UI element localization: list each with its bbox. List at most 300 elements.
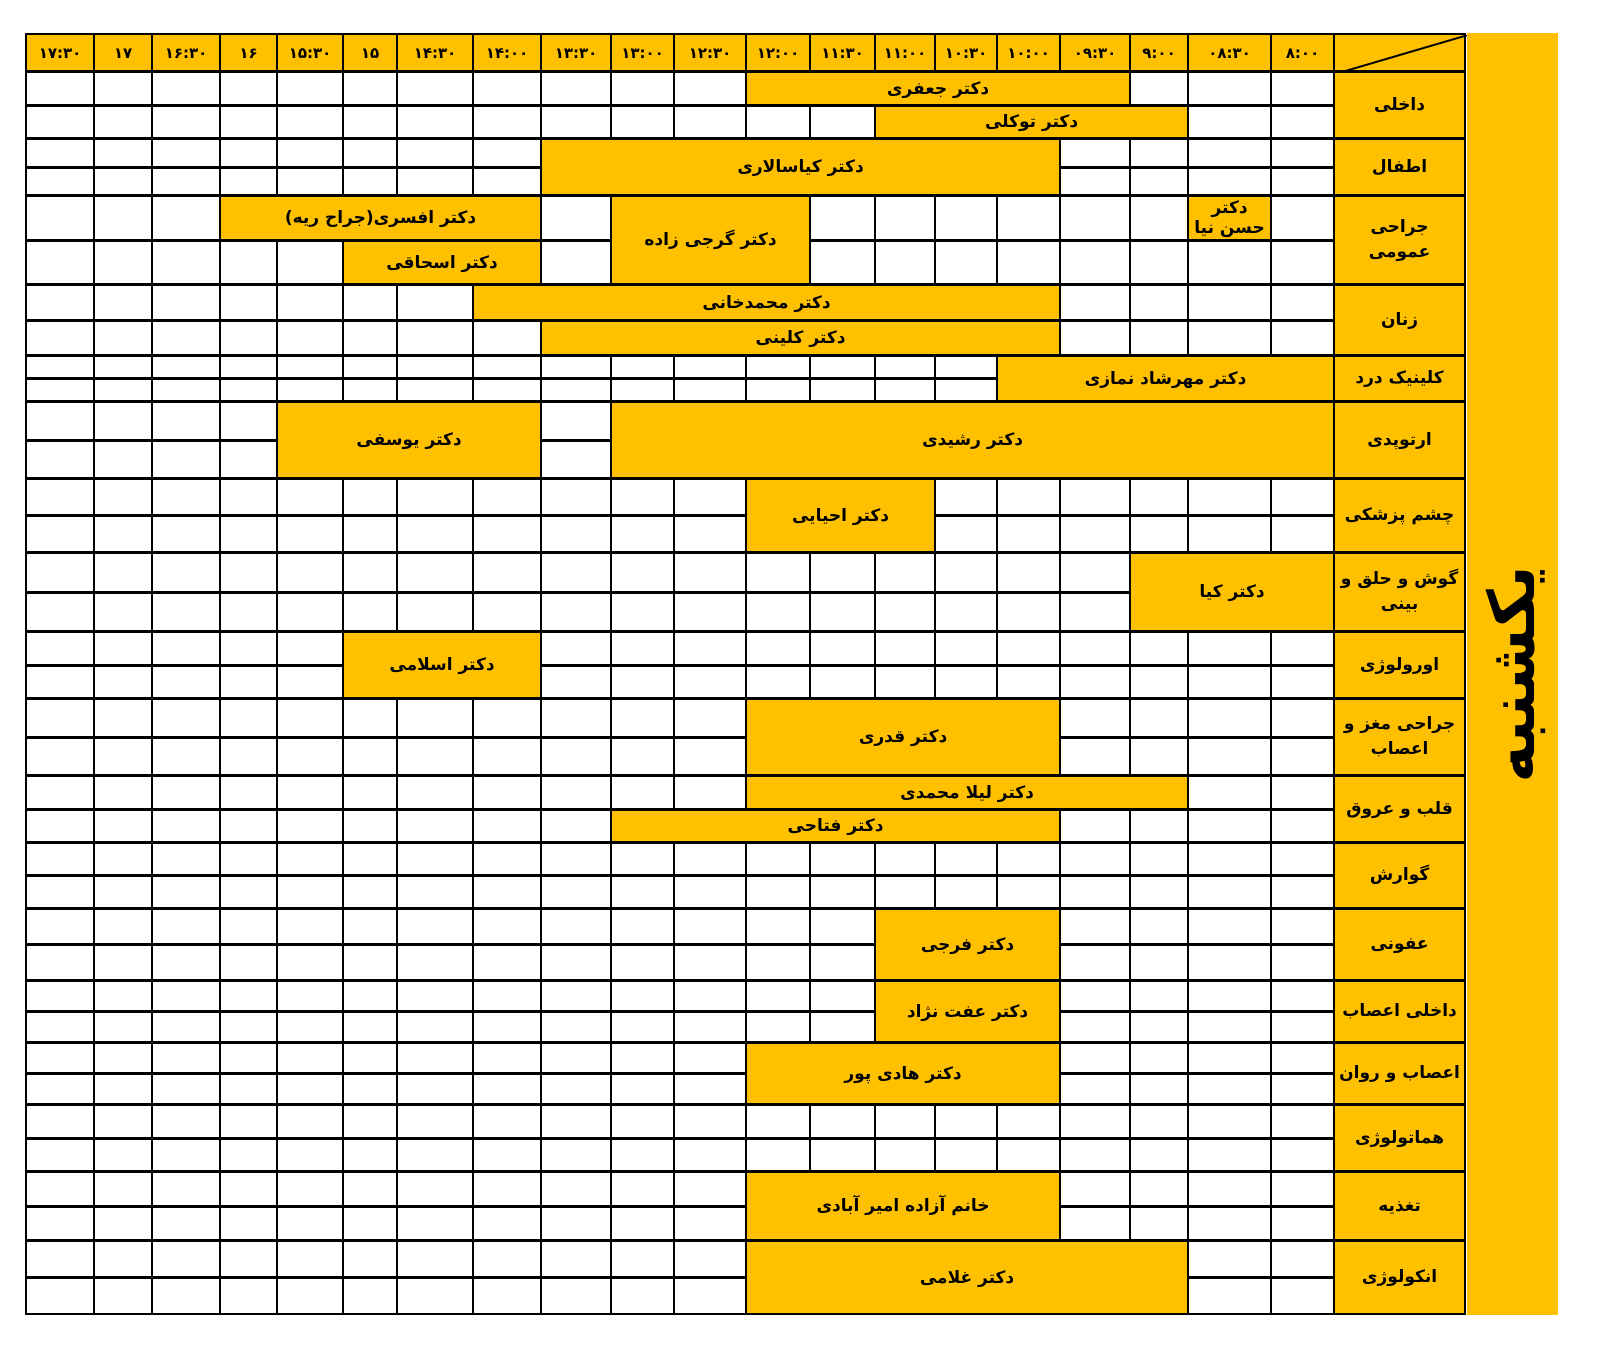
time-slot-cell[interactable] — [151, 240, 221, 285]
time-slot-cell[interactable] — [276, 1206, 344, 1241]
time-slot-cell[interactable] — [93, 842, 153, 876]
time-slot-cell[interactable] — [540, 737, 612, 776]
time-slot-cell[interactable] — [151, 631, 221, 666]
doctor-shift-block[interactable]: دکتر فرجی — [874, 908, 1061, 981]
time-slot-cell[interactable] — [745, 1138, 811, 1172]
time-slot-cell[interactable] — [1129, 737, 1189, 776]
time-slot-cell[interactable] — [396, 944, 474, 981]
time-slot-cell[interactable] — [1059, 1073, 1131, 1105]
time-slot-cell[interactable] — [1059, 552, 1131, 593]
time-slot-cell[interactable] — [151, 71, 221, 106]
time-slot-cell[interactable] — [1059, 320, 1131, 356]
time-slot-cell[interactable] — [610, 842, 675, 876]
time-slot-cell[interactable] — [673, 1171, 747, 1207]
time-slot-cell[interactable] — [151, 842, 221, 876]
time-slot-cell[interactable] — [276, 842, 344, 876]
time-slot-cell[interactable] — [151, 378, 221, 402]
time-slot-cell[interactable] — [396, 478, 474, 516]
time-slot-cell[interactable] — [745, 355, 811, 379]
time-slot-cell[interactable] — [342, 944, 398, 981]
time-slot-cell[interactable] — [1187, 1240, 1272, 1278]
time-slot-cell[interactable] — [342, 1104, 398, 1139]
time-slot-cell[interactable] — [342, 1042, 398, 1074]
time-slot-cell[interactable] — [540, 1042, 612, 1074]
time-slot-cell[interactable] — [396, 515, 474, 553]
time-slot-cell[interactable] — [151, 355, 221, 379]
time-slot-cell[interactable] — [540, 980, 612, 1012]
time-slot-cell[interactable] — [93, 167, 153, 196]
time-slot-cell[interactable] — [1059, 592, 1131, 632]
time-slot-cell[interactable] — [219, 875, 278, 909]
time-slot-cell[interactable] — [610, 737, 675, 776]
time-slot-cell[interactable] — [93, 980, 153, 1012]
time-slot-cell[interactable] — [610, 665, 675, 699]
time-slot-cell[interactable] — [1129, 320, 1189, 356]
time-slot-cell[interactable] — [610, 105, 675, 139]
time-slot-cell[interactable] — [1059, 665, 1131, 699]
time-slot-cell[interactable] — [1270, 1073, 1335, 1105]
time-slot-cell[interactable] — [540, 240, 612, 285]
time-slot-cell[interactable] — [472, 515, 542, 553]
time-slot-cell[interactable] — [276, 1042, 344, 1074]
time-slot-cell[interactable] — [276, 944, 344, 981]
time-slot-cell[interactable] — [151, 552, 221, 593]
time-slot-cell[interactable] — [93, 1240, 153, 1278]
time-slot-cell[interactable] — [610, 1042, 675, 1074]
time-slot-cell[interactable] — [673, 1104, 747, 1139]
time-slot-cell[interactable] — [472, 1104, 542, 1139]
time-slot-cell[interactable] — [151, 775, 221, 810]
time-slot-cell[interactable] — [219, 320, 278, 356]
time-slot-cell[interactable] — [151, 284, 221, 321]
time-slot-cell[interactable] — [342, 1240, 398, 1278]
time-slot-cell[interactable] — [472, 320, 542, 356]
time-slot-cell[interactable] — [151, 1073, 221, 1105]
time-slot-cell[interactable] — [93, 1277, 153, 1315]
time-slot-cell[interactable] — [25, 1171, 95, 1207]
time-slot-cell[interactable] — [934, 665, 998, 699]
doctor-shift-block[interactable]: دکتر عفت نژاد — [874, 980, 1061, 1043]
time-slot-cell[interactable] — [396, 875, 474, 909]
time-slot-cell[interactable] — [934, 195, 998, 241]
time-slot-cell[interactable] — [276, 515, 344, 553]
time-slot-cell[interactable] — [1059, 284, 1131, 321]
time-slot-cell[interactable] — [1059, 842, 1131, 876]
time-slot-cell[interactable] — [874, 1104, 936, 1139]
time-slot-cell[interactable] — [93, 195, 153, 241]
time-slot-cell[interactable] — [93, 1206, 153, 1241]
time-slot-cell[interactable] — [1059, 737, 1131, 776]
time-slot-cell[interactable] — [276, 1104, 344, 1139]
time-slot-cell[interactable] — [610, 478, 675, 516]
time-slot-cell[interactable] — [610, 378, 675, 402]
time-slot-cell[interactable] — [1270, 478, 1335, 516]
time-slot-cell[interactable] — [996, 842, 1061, 876]
time-slot-cell[interactable] — [219, 980, 278, 1012]
time-slot-cell[interactable] — [93, 552, 153, 593]
time-slot-cell[interactable] — [745, 105, 811, 139]
time-slot-cell[interactable] — [745, 552, 811, 593]
doctor-shift-block[interactable]: خانم آزاده امیر آبادی — [745, 1171, 1061, 1241]
time-slot-cell[interactable] — [151, 1206, 221, 1241]
doctor-shift-block[interactable]: دکتر گرجی زاده — [610, 195, 811, 285]
time-slot-cell[interactable] — [342, 775, 398, 810]
time-slot-cell[interactable] — [934, 592, 998, 632]
time-slot-cell[interactable] — [745, 944, 811, 981]
time-slot-cell[interactable] — [809, 378, 876, 402]
time-slot-cell[interactable] — [396, 1277, 474, 1315]
time-slot-cell[interactable] — [1059, 631, 1131, 666]
time-slot-cell[interactable] — [1270, 195, 1335, 241]
time-slot-cell[interactable] — [151, 1011, 221, 1043]
time-slot-cell[interactable] — [219, 1073, 278, 1105]
doctor-shift-block[interactable]: دکتر محمدخانی — [472, 284, 1061, 321]
time-slot-cell[interactable] — [1187, 1277, 1272, 1315]
time-slot-cell[interactable] — [396, 138, 474, 168]
time-slot-cell[interactable] — [1187, 809, 1272, 843]
time-slot-cell[interactable] — [151, 1138, 221, 1172]
time-slot-cell[interactable] — [276, 592, 344, 632]
time-slot-cell[interactable] — [276, 665, 344, 699]
time-slot-cell[interactable] — [1059, 698, 1131, 738]
time-slot-cell[interactable] — [276, 1011, 344, 1043]
doctor-shift-block[interactable]: دکتر رشیدی — [610, 401, 1335, 479]
time-slot-cell[interactable] — [540, 378, 612, 402]
time-slot-cell[interactable] — [25, 1240, 95, 1278]
time-slot-cell[interactable] — [472, 1042, 542, 1074]
time-slot-cell[interactable] — [276, 980, 344, 1012]
time-slot-cell[interactable] — [1129, 875, 1189, 909]
time-slot-cell[interactable] — [610, 1073, 675, 1105]
time-slot-cell[interactable] — [151, 944, 221, 981]
time-slot-cell[interactable] — [934, 515, 998, 553]
time-slot-cell[interactable] — [472, 1277, 542, 1315]
time-slot-cell[interactable] — [673, 105, 747, 139]
time-slot-cell[interactable] — [1270, 1104, 1335, 1139]
time-slot-cell[interactable] — [745, 1104, 811, 1139]
time-slot-cell[interactable] — [996, 195, 1061, 241]
time-slot-cell[interactable] — [93, 378, 153, 402]
time-slot-cell[interactable] — [1059, 809, 1131, 843]
time-slot-cell[interactable] — [219, 167, 278, 196]
time-slot-cell[interactable] — [472, 167, 542, 196]
time-slot-cell[interactable] — [219, 401, 278, 441]
time-slot-cell[interactable] — [342, 842, 398, 876]
time-slot-cell[interactable] — [1270, 167, 1335, 196]
time-slot-cell[interactable] — [93, 665, 153, 699]
time-slot-cell[interactable] — [396, 1240, 474, 1278]
time-slot-cell[interactable] — [342, 592, 398, 632]
time-slot-cell[interactable] — [1187, 908, 1272, 945]
time-slot-cell[interactable] — [673, 1206, 747, 1241]
time-slot-cell[interactable] — [1129, 1138, 1189, 1172]
time-slot-cell[interactable] — [673, 592, 747, 632]
time-slot-cell[interactable] — [1059, 138, 1131, 168]
time-slot-cell[interactable] — [276, 240, 344, 285]
doctor-shift-block[interactable]: دکتر کیاسالاری — [540, 138, 1061, 196]
time-slot-cell[interactable] — [151, 195, 221, 241]
time-slot-cell[interactable] — [1270, 1277, 1335, 1315]
time-slot-cell[interactable] — [276, 105, 344, 139]
doctor-shift-block[interactable]: دکتر افسری(جراح ریه) — [219, 195, 542, 241]
doctor-shift-block[interactable]: دکتر فتاحی — [610, 809, 1061, 843]
time-slot-cell[interactable] — [25, 1042, 95, 1074]
time-slot-cell[interactable] — [1129, 515, 1189, 553]
time-slot-cell[interactable] — [874, 842, 936, 876]
time-slot-cell[interactable] — [396, 908, 474, 945]
time-slot-cell[interactable] — [25, 71, 95, 106]
doctor-shift-block[interactable]: دکتر مهرشاد نمازی — [996, 355, 1335, 402]
time-slot-cell[interactable] — [1129, 167, 1189, 196]
time-slot-cell[interactable] — [1270, 515, 1335, 553]
time-slot-cell[interactable] — [276, 284, 344, 321]
time-slot-cell[interactable] — [1270, 1171, 1335, 1207]
time-slot-cell[interactable] — [93, 355, 153, 379]
time-slot-cell[interactable] — [809, 1011, 876, 1043]
time-slot-cell[interactable] — [1059, 515, 1131, 553]
time-slot-cell[interactable] — [673, 665, 747, 699]
time-slot-cell[interactable] — [745, 665, 811, 699]
time-slot-cell[interactable] — [610, 71, 675, 106]
time-slot-cell[interactable] — [1187, 980, 1272, 1012]
time-slot-cell[interactable] — [610, 698, 675, 738]
time-slot-cell[interactable] — [809, 195, 876, 241]
time-slot-cell[interactable] — [472, 842, 542, 876]
time-slot-cell[interactable] — [745, 842, 811, 876]
time-slot-cell[interactable] — [540, 1011, 612, 1043]
time-slot-cell[interactable] — [342, 378, 398, 402]
time-slot-cell[interactable] — [276, 908, 344, 945]
time-slot-cell[interactable] — [673, 908, 747, 945]
time-slot-cell[interactable] — [610, 1206, 675, 1241]
time-slot-cell[interactable] — [1187, 1011, 1272, 1043]
time-slot-cell[interactable] — [540, 665, 612, 699]
time-slot-cell[interactable] — [745, 1011, 811, 1043]
time-slot-cell[interactable] — [25, 138, 95, 168]
time-slot-cell[interactable] — [472, 1073, 542, 1105]
time-slot-cell[interactable] — [1270, 138, 1335, 168]
time-slot-cell[interactable] — [610, 1104, 675, 1139]
time-slot-cell[interactable] — [874, 378, 936, 402]
time-slot-cell[interactable] — [25, 401, 95, 441]
time-slot-cell[interactable] — [1129, 1206, 1189, 1241]
time-slot-cell[interactable] — [1270, 284, 1335, 321]
time-slot-cell[interactable] — [934, 842, 998, 876]
time-slot-cell[interactable] — [1187, 1042, 1272, 1074]
time-slot-cell[interactable] — [219, 284, 278, 321]
time-slot-cell[interactable] — [1270, 980, 1335, 1012]
time-slot-cell[interactable] — [1270, 1240, 1335, 1278]
time-slot-cell[interactable] — [809, 240, 876, 285]
time-slot-cell[interactable] — [874, 665, 936, 699]
time-slot-cell[interactable] — [93, 1011, 153, 1043]
time-slot-cell[interactable] — [996, 631, 1061, 666]
time-slot-cell[interactable] — [93, 1171, 153, 1207]
time-slot-cell[interactable] — [996, 478, 1061, 516]
time-slot-cell[interactable] — [93, 775, 153, 810]
time-slot-cell[interactable] — [934, 1138, 998, 1172]
time-slot-cell[interactable] — [1129, 944, 1189, 981]
time-slot-cell[interactable] — [996, 240, 1061, 285]
time-slot-cell[interactable] — [342, 167, 398, 196]
time-slot-cell[interactable] — [1059, 980, 1131, 1012]
time-slot-cell[interactable] — [610, 980, 675, 1012]
time-slot-cell[interactable] — [25, 592, 95, 632]
time-slot-cell[interactable] — [151, 698, 221, 738]
time-slot-cell[interactable] — [151, 478, 221, 516]
time-slot-cell[interactable] — [396, 775, 474, 810]
time-slot-cell[interactable] — [1187, 631, 1272, 666]
time-slot-cell[interactable] — [1059, 1206, 1131, 1241]
time-slot-cell[interactable] — [342, 1073, 398, 1105]
time-slot-cell[interactable] — [396, 552, 474, 593]
time-slot-cell[interactable] — [25, 378, 95, 402]
time-slot-cell[interactable] — [1270, 698, 1335, 738]
time-slot-cell[interactable] — [276, 378, 344, 402]
time-slot-cell[interactable] — [396, 1011, 474, 1043]
time-slot-cell[interactable] — [809, 631, 876, 666]
time-slot-cell[interactable] — [276, 1073, 344, 1105]
time-slot-cell[interactable] — [25, 842, 95, 876]
time-slot-cell[interactable] — [1270, 944, 1335, 981]
time-slot-cell[interactable] — [396, 355, 474, 379]
time-slot-cell[interactable] — [151, 105, 221, 139]
time-slot-cell[interactable] — [673, 698, 747, 738]
time-slot-cell[interactable] — [809, 592, 876, 632]
time-slot-cell[interactable] — [219, 105, 278, 139]
time-slot-cell[interactable] — [25, 105, 95, 139]
time-slot-cell[interactable] — [809, 842, 876, 876]
time-slot-cell[interactable] — [610, 1171, 675, 1207]
time-slot-cell[interactable] — [809, 552, 876, 593]
time-slot-cell[interactable] — [540, 1240, 612, 1278]
time-slot-cell[interactable] — [540, 195, 612, 241]
time-slot-cell[interactable] — [342, 908, 398, 945]
time-slot-cell[interactable] — [342, 478, 398, 516]
time-slot-cell[interactable] — [874, 1138, 936, 1172]
time-slot-cell[interactable] — [673, 631, 747, 666]
time-slot-cell[interactable] — [540, 842, 612, 876]
time-slot-cell[interactable] — [673, 1240, 747, 1278]
time-slot-cell[interactable] — [934, 378, 998, 402]
time-slot-cell[interactable] — [219, 1171, 278, 1207]
time-slot-cell[interactable] — [745, 592, 811, 632]
time-slot-cell[interactable] — [93, 105, 153, 139]
time-slot-cell[interactable] — [342, 515, 398, 553]
time-slot-cell[interactable] — [996, 552, 1061, 593]
time-slot-cell[interactable] — [342, 284, 398, 321]
time-slot-cell[interactable] — [93, 1138, 153, 1172]
time-slot-cell[interactable] — [1129, 1011, 1189, 1043]
time-slot-cell[interactable] — [996, 665, 1061, 699]
time-slot-cell[interactable] — [25, 875, 95, 909]
time-slot-cell[interactable] — [396, 284, 474, 321]
time-slot-cell[interactable] — [151, 1104, 221, 1139]
time-slot-cell[interactable] — [809, 1138, 876, 1172]
time-slot-cell[interactable] — [276, 1277, 344, 1315]
time-slot-cell[interactable] — [540, 478, 612, 516]
time-slot-cell[interactable] — [396, 1104, 474, 1139]
time-slot-cell[interactable] — [472, 698, 542, 738]
time-slot-cell[interactable] — [1129, 138, 1189, 168]
time-slot-cell[interactable] — [342, 809, 398, 843]
time-slot-cell[interactable] — [151, 320, 221, 356]
time-slot-cell[interactable] — [25, 665, 95, 699]
time-slot-cell[interactable] — [874, 875, 936, 909]
time-slot-cell[interactable] — [1270, 875, 1335, 909]
time-slot-cell[interactable] — [809, 105, 876, 139]
time-slot-cell[interactable] — [1187, 1073, 1272, 1105]
time-slot-cell[interactable] — [1059, 1104, 1131, 1139]
time-slot-cell[interactable] — [472, 1171, 542, 1207]
time-slot-cell[interactable] — [610, 355, 675, 379]
time-slot-cell[interactable] — [396, 1042, 474, 1074]
time-slot-cell[interactable] — [151, 1171, 221, 1207]
time-slot-cell[interactable] — [472, 775, 542, 810]
time-slot-cell[interactable] — [1187, 138, 1272, 168]
time-slot-cell[interactable] — [25, 775, 95, 810]
time-slot-cell[interactable] — [1187, 240, 1272, 285]
time-slot-cell[interactable] — [1129, 665, 1189, 699]
time-slot-cell[interactable] — [25, 1277, 95, 1315]
time-slot-cell[interactable] — [93, 809, 153, 843]
time-slot-cell[interactable] — [472, 1240, 542, 1278]
time-slot-cell[interactable] — [1187, 737, 1272, 776]
time-slot-cell[interactable] — [1129, 908, 1189, 945]
time-slot-cell[interactable] — [219, 944, 278, 981]
time-slot-cell[interactable] — [342, 552, 398, 593]
time-slot-cell[interactable] — [934, 240, 998, 285]
time-slot-cell[interactable] — [25, 809, 95, 843]
time-slot-cell[interactable] — [1270, 809, 1335, 843]
time-slot-cell[interactable] — [151, 809, 221, 843]
time-slot-cell[interactable] — [93, 515, 153, 553]
time-slot-cell[interactable] — [809, 980, 876, 1012]
time-slot-cell[interactable] — [342, 1171, 398, 1207]
time-slot-cell[interactable] — [93, 478, 153, 516]
time-slot-cell[interactable] — [342, 138, 398, 168]
time-slot-cell[interactable] — [540, 1206, 612, 1241]
time-slot-cell[interactable] — [1187, 698, 1272, 738]
time-slot-cell[interactable] — [219, 809, 278, 843]
time-slot-cell[interactable] — [874, 195, 936, 241]
time-slot-cell[interactable] — [934, 631, 998, 666]
time-slot-cell[interactable] — [151, 1240, 221, 1278]
time-slot-cell[interactable] — [276, 355, 344, 379]
time-slot-cell[interactable] — [342, 737, 398, 776]
time-slot-cell[interactable] — [25, 284, 95, 321]
time-slot-cell[interactable] — [396, 1138, 474, 1172]
time-slot-cell[interactable] — [472, 908, 542, 945]
time-slot-cell[interactable] — [1187, 1206, 1272, 1241]
time-slot-cell[interactable] — [342, 355, 398, 379]
time-slot-cell[interactable] — [1270, 1011, 1335, 1043]
time-slot-cell[interactable] — [219, 698, 278, 738]
time-slot-cell[interactable] — [276, 631, 344, 666]
time-slot-cell[interactable] — [342, 1138, 398, 1172]
time-slot-cell[interactable] — [25, 440, 95, 479]
time-slot-cell[interactable] — [25, 908, 95, 945]
time-slot-cell[interactable] — [219, 240, 278, 285]
time-slot-cell[interactable] — [219, 1104, 278, 1139]
time-slot-cell[interactable] — [276, 71, 344, 106]
time-slot-cell[interactable] — [342, 698, 398, 738]
time-slot-cell[interactable] — [540, 1104, 612, 1139]
time-slot-cell[interactable] — [1187, 478, 1272, 516]
time-slot-cell[interactable] — [472, 1138, 542, 1172]
time-slot-cell[interactable] — [276, 138, 344, 168]
time-slot-cell[interactable] — [276, 1240, 344, 1278]
